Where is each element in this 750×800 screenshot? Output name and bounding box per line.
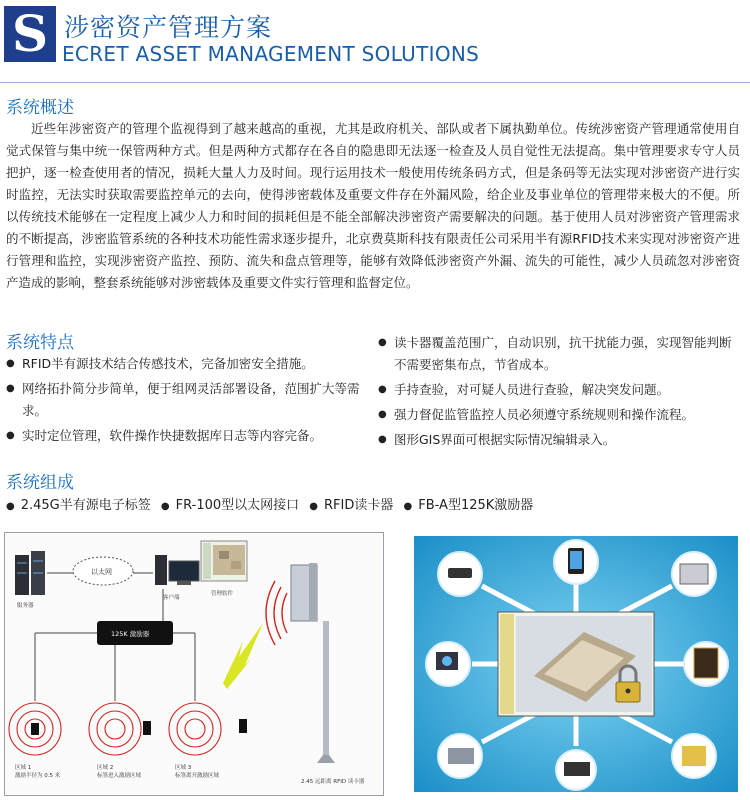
bullet-icon: ●: [309, 501, 319, 512]
feature-item: ● 读卡器覆盖范围广，自动识别，抗干扰能力强，实现智能判断不需要密集布点，节省成本。: [378, 332, 740, 376]
usb-drive-icon: [448, 568, 472, 578]
tag-device: [31, 723, 39, 735]
scanner-device-icon: [680, 564, 708, 584]
bullet-icon: ●: [6, 501, 15, 512]
lightning-icon: [223, 623, 263, 689]
features-list-left: [6, 353, 362, 450]
feature-item: ● 手持查验，对可疑人员进行查验，解决突发问题。: [378, 379, 740, 401]
section-title-features: 系统特点: [6, 333, 74, 353]
feature-item: ● 实时定位管理，软件操作快捷数据库日志等内容完备。: [6, 425, 362, 447]
server-icon: [15, 551, 45, 595]
safe-cabinet-icon: [694, 648, 718, 678]
ethernet-label: 以太网: [91, 568, 112, 576]
document-folder-icon: [682, 746, 706, 766]
client-label: 客户端: [163, 595, 180, 601]
software-label: 管理软件: [211, 591, 234, 597]
server-label: 服务器: [17, 603, 34, 609]
zone2-desc: 标签进入激励区域: [97, 773, 142, 779]
component-item: FR-100型以太网接口: [175, 498, 300, 513]
page-title: 涉密资产管理方案: [64, 13, 273, 42]
section-title-composition: 系统组成: [6, 473, 74, 493]
hard-disk-icon: [448, 748, 474, 764]
reader-label: 2.45 远距离 RFID 读卡器: [301, 779, 365, 785]
system-topology-diagram: [4, 532, 384, 796]
features-list-right: [378, 332, 740, 454]
feature-item: ● 强力督促监管监控人员必须遵守系统规则和操作流程。: [378, 404, 740, 426]
component-item: RFID读卡器: [324, 498, 394, 513]
page-subtitle: ECRET ASSET MANAGEMENT SOLUTIONS: [62, 42, 480, 66]
asset-types-illustration: [414, 536, 738, 792]
bullet-icon: ●: [160, 501, 170, 512]
zone1-title: 区域 1: [15, 765, 32, 771]
feature-item: ● RFID半有源技术结合传感技术，完备加密安全措施。: [6, 353, 362, 375]
tag-device: [239, 719, 247, 733]
zone1-desc: 激励半径为 0.5 米: [15, 773, 61, 779]
zone3-desc: 标签离开激励区域: [175, 773, 220, 779]
asset-svg: [414, 536, 738, 792]
tag-device: [143, 721, 151, 735]
zone2-title: 区域 2: [97, 765, 114, 771]
feature-item: ● 图形GIS界面可根据实际情况编辑录入。: [378, 429, 740, 451]
component-item: FB-A型125K激励器: [418, 498, 534, 513]
logo: S: [4, 6, 56, 62]
client-pc-icon: [155, 555, 199, 585]
zone3-title: 区域 3: [175, 765, 192, 771]
composition-list: [6, 494, 539, 513]
overview-paragraph: 近些年涉密资产的管理个监视得到了越来越高的重视，尤其是政府机关、部队或者下属执勤单位。传统涉密资产管理通常使用自觉式保管与集中统一保管两种方式。但是两种方式都存在各自的隐患即无法逐一检查及人员自觉性无法提高。集中管理要求专守人员把护，逐一检查使用者的情况，损耗大量人力及时间。现行运用技术一般使用传统条码方式，但是条码等无法实现对涉密资产进行实时监控，无法实时获取需要监控单元的去向，使得涉密载体及重要文件存在外漏风险，给企业及事业单位的管理带来极大的不便。所以传统技术能够在一定程度上减少人力和时间的损耗但是不能全部解决涉密资产需要解决的问题。基于使用人员对涉密资产管理需求的不断提高，涉密监管系统的各种技术功能性需求逐步提升，北京费莫斯科技有限责任公司采用半有源RFID技术来实现对涉密资产进行管理和监控，实现涉密资产监控、预防、流失和盘点管理等，能够有效降低涉密资产外漏、流失的可能性，减少人员疏忽对涉密资产造成的影响，整套系统能够对涉密载体及重要文件实行管理和监督定位。: [6, 121, 740, 290]
signal-waves: [266, 581, 287, 645]
zone-rings: [9, 703, 221, 755]
section-title-overview: 系统概述: [6, 98, 74, 118]
header-divider: [0, 82, 750, 83]
software-screenshot: [201, 541, 247, 581]
component-item: 2.45G半有源电子标签: [20, 498, 151, 513]
header: [0, 0, 750, 76]
feature-item: ● 网络拓扑简分步简单，便于组网灵活部署设备，范围扩大等需求。: [6, 378, 362, 422]
laptop-icon: [564, 762, 590, 776]
bullet-icon: ●: [403, 501, 413, 512]
rfid-reader-icon: [291, 563, 335, 763]
exciter-label: 125K 激励器: [111, 630, 150, 638]
topology-svg: [5, 533, 383, 795]
